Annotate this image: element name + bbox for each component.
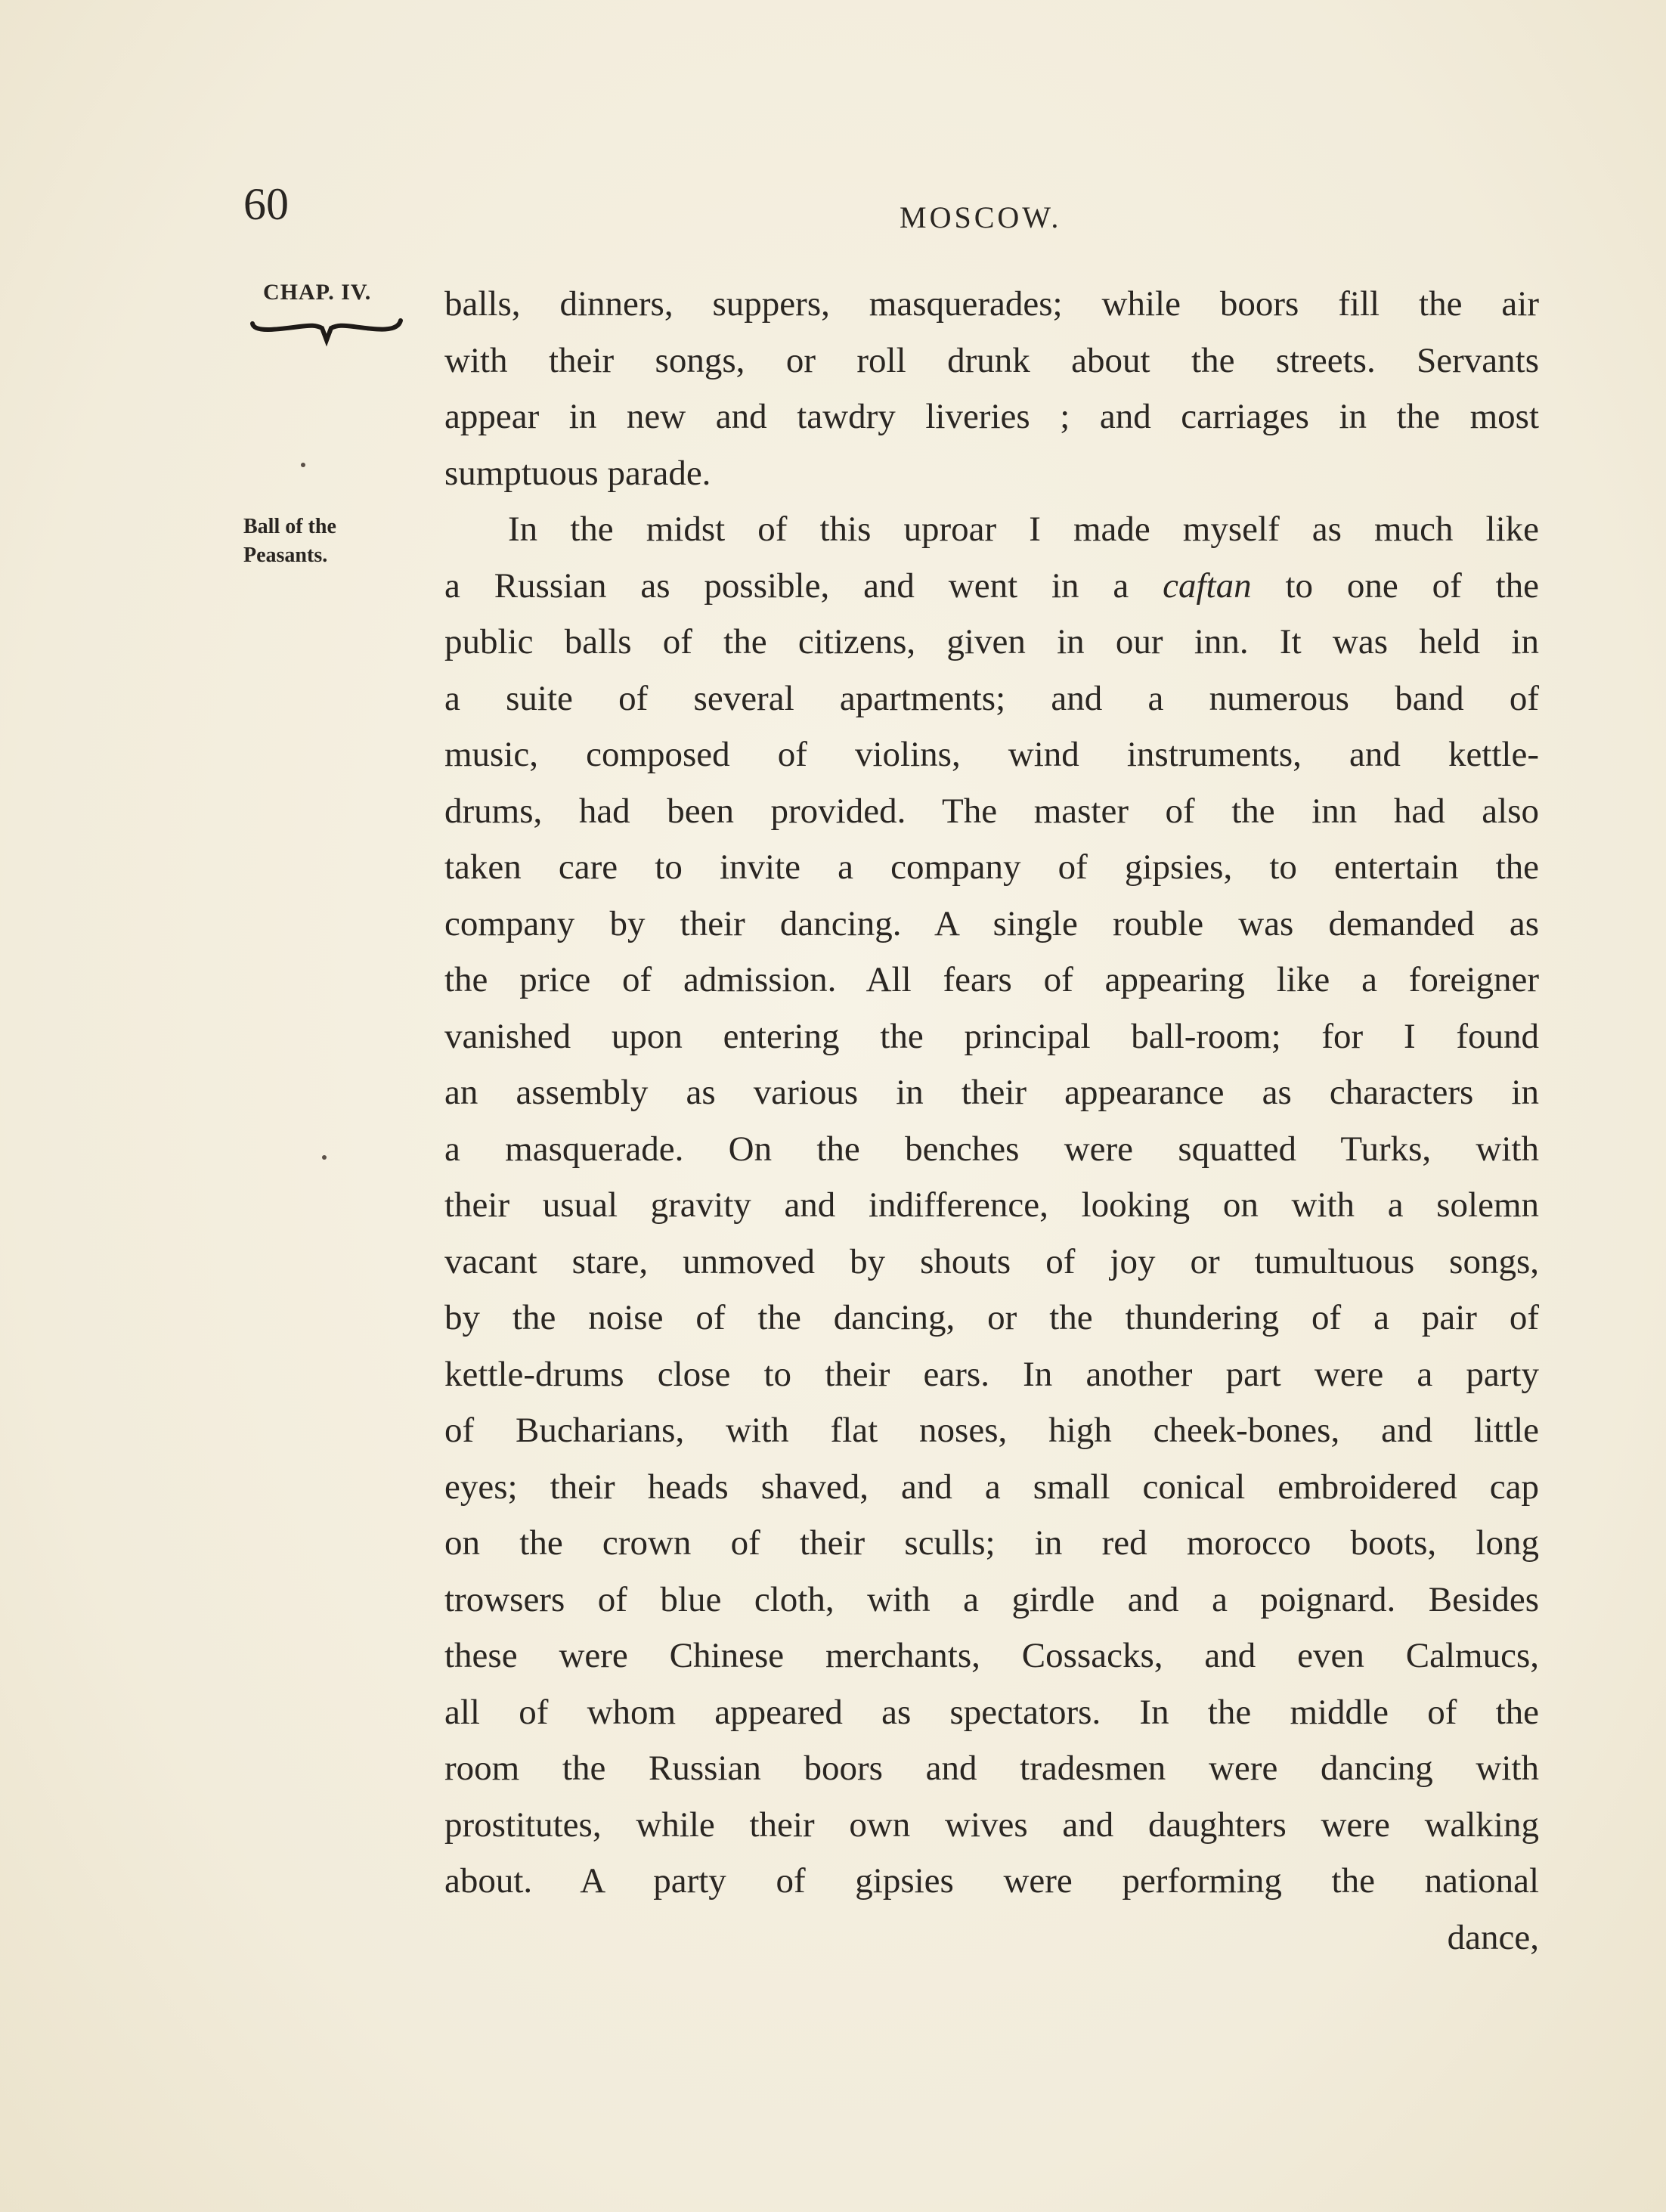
text-line: music, composed of violins, wind instruments, and kettle- <box>444 735 1539 774</box>
italic-word: caftan <box>1163 565 1252 606</box>
text-line: by the noise of the dancing, or the thundering of a pair of <box>444 1298 1539 1337</box>
body-text <box>444 276 1539 1966</box>
text-line: kettle-drums close to their ears. In another part were a party <box>444 1354 1539 1394</box>
text-line: trowsers of blue cloth, with a girdle and a poignard. Besides <box>444 1579 1539 1619</box>
text-line: an assembly as various in their appearance as characters in <box>444 1073 1539 1112</box>
text-line: all of whom appeared as spectators. In the middle of the <box>444 1692 1539 1732</box>
text-line: drums, had been provided. The master of the inn had also <box>444 791 1539 831</box>
text-line-with-italic <box>444 558 1539 615</box>
text-line: these were Chinese merchants, Cossacks, and even Calmucs, <box>444 1636 1539 1675</box>
text-line: room the Russian boors and tradesmen were dancing with <box>444 1749 1539 1788</box>
text-line: of Bucharians, with flat noses, high cheek-bones, and little <box>444 1411 1539 1450</box>
text-line: their usual gravity and indifference, looking on with a solemn <box>444 1185 1539 1225</box>
marginal-note-line: Peasants. <box>243 544 328 567</box>
text-line: sumptuous parade. <box>444 453 711 493</box>
marginal-note-line: Ball of the <box>243 515 336 538</box>
text-line: with their songs, or roll drunk about the streets. Servants <box>444 340 1539 380</box>
catchword: dance, <box>1447 1917 1539 1957</box>
text-line: appear in new and tawdry liveries ; and carriages in the most <box>444 397 1539 436</box>
text-run: a Russian as possible, and went in a <box>444 565 1129 606</box>
ink-speck <box>322 1155 327 1160</box>
text-line: a suite of several apartments; and a numerous band of <box>444 678 1539 718</box>
chapter-label: CHAP. IV. <box>263 280 372 305</box>
text-line: a masquerade. On the benches were squatted Turks, with <box>444 1129 1539 1169</box>
text-line: company by their dancing. A single rouble was demanded as <box>444 903 1539 943</box>
text-line: vacant stare, unmoved by shouts of joy or tumultuous songs, <box>444 1241 1539 1281</box>
text-run: to one of the <box>1285 565 1540 606</box>
text-line: balls, dinners, suppers, masquerades; while boors fill the air <box>444 284 1539 324</box>
text-line: eyes; their heads shaved, and a small conical embroidered cap <box>444 1467 1539 1507</box>
running-title: MOSCOW. <box>900 200 1062 234</box>
text-line: In the midst of this uproar I made myself as much like <box>508 510 1539 549</box>
text-line: vanished upon entering the principal ball-room; for I found <box>444 1016 1539 1056</box>
text-line: about. A party of gipsies were performing the national <box>444 1861 1539 1901</box>
ink-speck <box>301 463 305 467</box>
text-line: the price of admission. All fears of appearing like a foreigner <box>444 960 1539 999</box>
marginal-note <box>243 513 336 570</box>
text-line: taken care to invite a company of gipsies, to entertain the <box>444 847 1539 887</box>
text-line: prostitutes, while their own wives and daughters were walking <box>444 1805 1539 1845</box>
text-line: on the crown of their sculls; in red morocco boots, long <box>444 1523 1539 1563</box>
chapter-brace-ornament <box>246 310 405 348</box>
text-line: public balls of the citizens, given in our inn. It was held in <box>444 622 1539 661</box>
page-number: 60 <box>243 179 289 229</box>
